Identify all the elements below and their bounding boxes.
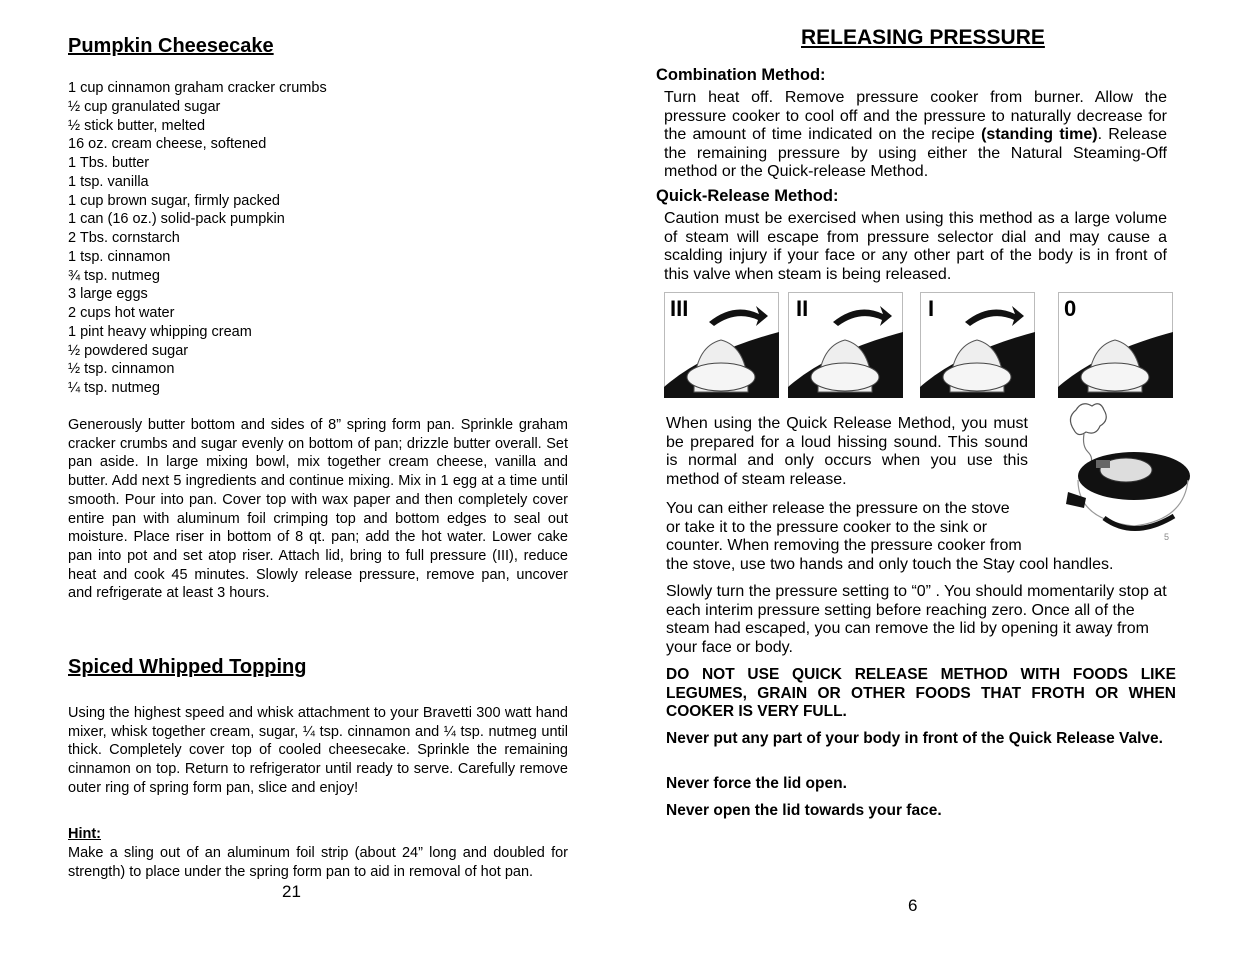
quick-release-heading: Quick-Release Method: — [656, 187, 839, 205]
figure-number: 5 — [1164, 532, 1170, 542]
cheesecake-directions: Generously butter bottom and sides of 8” spring form pan. Sprinkle graham cracker crumbs and sugar evenly on bottom of pan; drizzle butter overall. Set pan aside. In large mixing bowl, mix together cream cheese, vanilla and butter. Add next 5 ingredients and continue mixing. Mix in 1 egg at a time until smooth. Pour into pan. Cover top with wax paper and then completely cover entire pan with aluminum foil crimping top and bottom edges to seal out moisture. Place riser in bottom of 8 qt. pan; add the hot water. Lower cake pan into pot and set atop riser. Attach lid, bring to full pressure (III), reduce heat and cook 45 minutes. Slowly release pressure, remove pan, uncover and refrigerate at least 3 hours. — [68, 417, 568, 602]
ingredient-item: ¼ tsp. nutmeg — [68, 380, 160, 396]
ingredient-item: 16 oz. cream cheese, softened — [68, 136, 267, 153]
dial-label: 0 — [1064, 296, 1077, 321]
combination-method-heading: Combination Method: — [656, 66, 826, 84]
right-page — [618, 0, 1235, 954]
hissing-sound-text: When using the Quick Release Method, you must be prepared for a loud hissing sound. This sound is normal and only occurs when you use this method of steam release. — [666, 415, 1028, 488]
dial-setting-I-image — [920, 292, 1035, 398]
ingredient-item: 2 Tbs. cornstarch — [68, 230, 180, 246]
topping-directions: Using the highest speed and whisk attachment to your Bravetti 300 watt hand mixer, whisk together cream, sugar, ¼ tsp. cinnamon and ¼ tsp. nutmeg until thick. Completely cover top of cooled cheesecake. Sprinkle the remaining cinnamon on top. Return to refrigerator until ready to serve. Carefully remove outer ring of spring form pan, slice and enjoy! — [68, 705, 568, 796]
ingredient-item: 1 tsp. cinnamon — [68, 248, 171, 265]
warning-quick-release-foods: DO NOT USE QUICK RELEASE METHOD WITH FOODS LIKE LEGUMES, GRAIN OR OTHER FOODS THAT FROTH OR WHEN COOKER IS VERY FULL. — [666, 666, 1176, 721]
slowly-turn-text: Slowly turn the pressure setting to “0” . You should momentarily stop at each interim pressure setting before reaching zero. Once all of the steam had escaped, you can remove the lid by opening it away from your face or body. — [666, 583, 1167, 656]
ingredient-item: 2 cups hot water — [68, 305, 175, 321]
ingredient-item: 1 pint heavy whipping cream — [68, 323, 252, 340]
hint-text: Make a sling out of an aluminum foil strip (about 24” long and doubled for strength) to place under the spring form pan to aid in removal of hot pan. — [68, 845, 568, 880]
ingredient-item: ½ cup granulated sugar — [68, 98, 221, 115]
ingredient-item: ½ tsp. cinnamon — [68, 361, 175, 378]
ingredient-item: 1 Tbs. butter — [68, 155, 150, 171]
dial-setting-0-image — [1058, 292, 1173, 398]
standing-time-emphasis: (standing time) — [981, 126, 1098, 144]
ingredient-item: 1 cup cinnamon graham cracker crumbs — [68, 80, 327, 96]
quick-release-text: Caution must be exercised when using this method as a large volume of steam will escape from pressure selector dial and may cause a scalding injury if your face or any other part of the body is in front of this valve when steam is being released. — [664, 210, 1167, 283]
recipe-title-pumpkin-cheesecake: Pumpkin Cheesecake — [68, 35, 274, 57]
page-title: RELEASING PRESSURE — [801, 26, 1045, 49]
warning-body-position: Never put any part of your body in front of the Quick Release Valve. — [666, 730, 1163, 747]
page-number-right: 6 — [908, 896, 918, 915]
ingredient-item: 1 tsp. vanilla — [68, 173, 149, 190]
pressure-dial-illustrations — [664, 292, 1176, 400]
dial-setting-II-image — [788, 292, 903, 398]
dial-setting-III-image — [664, 292, 779, 398]
left-page — [0, 0, 617, 954]
dial-label: I — [928, 296, 935, 321]
recipe-title-spiced-whipped-topping: Spiced Whipped Topping — [68, 656, 307, 678]
page-number-left: 21 — [282, 882, 301, 901]
stove-release-text: You can either release the pressure on the stove or take it to the pressure cooker to the sink or counter. When removing the pressure cooker from the stove, use two hands and only touch the Stay cool handles. — [666, 500, 1114, 573]
warning-lid-face: Never open the lid towards your face. — [666, 802, 942, 819]
hint-label: Hint: — [68, 826, 102, 842]
ingredient-item: ½ powdered sugar — [68, 342, 189, 359]
ingredient-item: 1 cup brown sugar, firmly packed — [68, 192, 280, 209]
dial-label: III — [670, 296, 689, 321]
ingredient-list — [68, 79, 327, 398]
ingredient-item: 3 large eggs — [68, 286, 148, 303]
combination-method-text: Turn heat off. Remove pressure cooker from burner. Allow the pressure cooker to cool off and the pressure to naturally decrease for the amount of time indicated on the recipe (standing time). Release the remaining pressure by using either the Natural Steaming-Off method or the Quick-release Method. — [664, 89, 1168, 181]
ingredient-item: ½ stick butter, melted — [68, 117, 206, 134]
ingredient-item: 1 can (16 oz.) solid-pack pumpkin — [68, 211, 285, 228]
ingredient-item: ¾ tsp. nutmeg — [68, 267, 160, 284]
dial-label: II — [796, 296, 809, 321]
warning-force-lid: Never force the lid open. — [666, 775, 847, 792]
